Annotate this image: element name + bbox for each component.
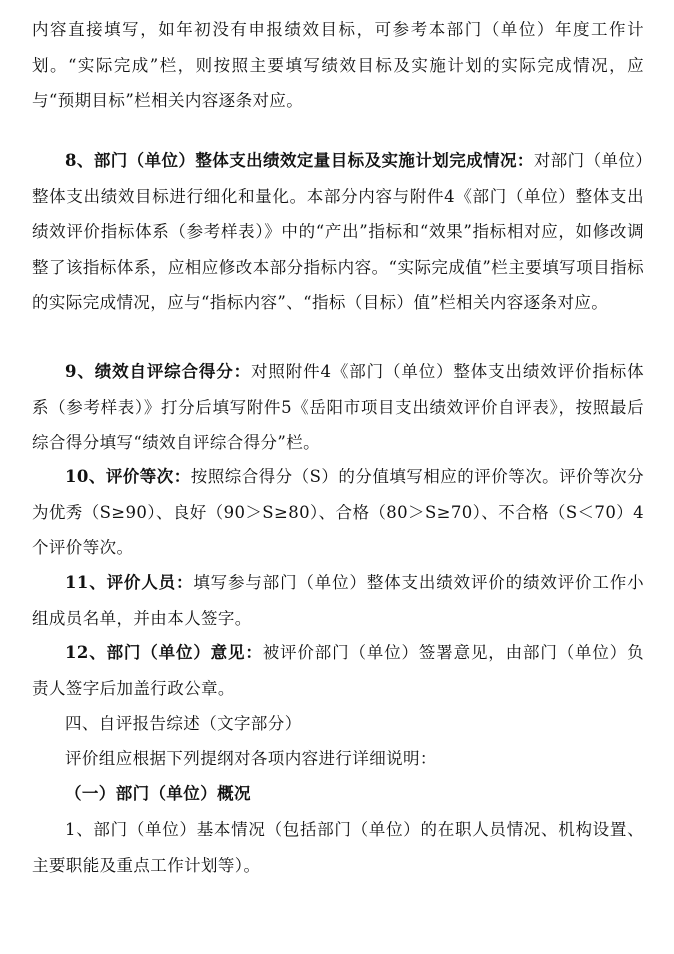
item-8-label: 8、部门（单位）整体支出绩效定量目标及实施计划完成情况： xyxy=(65,151,534,170)
item-9-text: 对照附件4《部门（单位）整体支出绩效评价指标体系（参考样表）》打分后填写附件5《岳阳市项目支出绩效评价自评表》，按照最后综合得分填写“绩效自评综合得分”栏。 xyxy=(32,362,644,452)
item-9-label: 9、绩效自评综合得分： xyxy=(65,362,252,381)
item-10-label: 10、评价等次： xyxy=(65,467,191,486)
paragraph-item-8 xyxy=(32,143,644,321)
item-11-label: 11、评价人员： xyxy=(65,573,194,592)
paragraph-intro-continuation: 内容直接填写，如年初没有申报绩效目标，可参考本部门（单位）年度工作计划。“实际完成”栏，则按照主要填写绩效目标及实施计划的实际完成情况，应与“预期目标”栏相关内容逐条对应。 xyxy=(32,20,644,110)
item-11-text: 填写参与部门（单位）整体支出绩效评价的绩效评价工作小组成员名单，并由本人签字。 xyxy=(32,573,644,628)
paragraph-item-11 xyxy=(32,565,644,636)
item-8-text: 对部门（单位）整体支出绩效目标进行细化和量化。本部分内容与附件4《部门（单位）整体支出绩效评价指标体系（参考样表）》中的“产出”指标和“效果”指标相对应，如修改调整了该指标体系，应相应修改本部分指标内容。“实际完成值”栏主要填写项目指标的实际完成情况，应与“指标内容”、“指标（目标）值”栏相关内容逐条对应。 xyxy=(32,151,644,312)
item-10-text: 按照综合得分（S）的分值填写相应的评价等次。评价等次分为优秀（S≥90）、良好（90＞S≥80）、合格（80＞S≥70）、不合格（S＜70）4个评价等次。 xyxy=(32,467,645,557)
paragraph-item-9 xyxy=(32,354,644,461)
section-heading-4: 四、自评报告综述（文字部分） xyxy=(65,714,302,733)
subsection-heading-1: （一）部门（单位）概况 xyxy=(65,784,251,803)
paragraph-item-12 xyxy=(32,635,644,706)
paragraph-item-10 xyxy=(32,459,644,566)
item-12-label: 12、部门（单位）意见： xyxy=(65,643,263,662)
paragraph-subitem-1: 1、部门（单位）基本情况（包括部门（单位）的在职人员情况、机构设置、主要职能及重点工作计划等）。 xyxy=(32,820,644,875)
item-12-text: 被评价部门（单位）签署意见，由部门（单位）负责人签字后加盖行政公章。 xyxy=(32,643,644,698)
section-intro-text: 评价组应根据下列提纲对各项内容进行详细说明： xyxy=(65,749,437,768)
